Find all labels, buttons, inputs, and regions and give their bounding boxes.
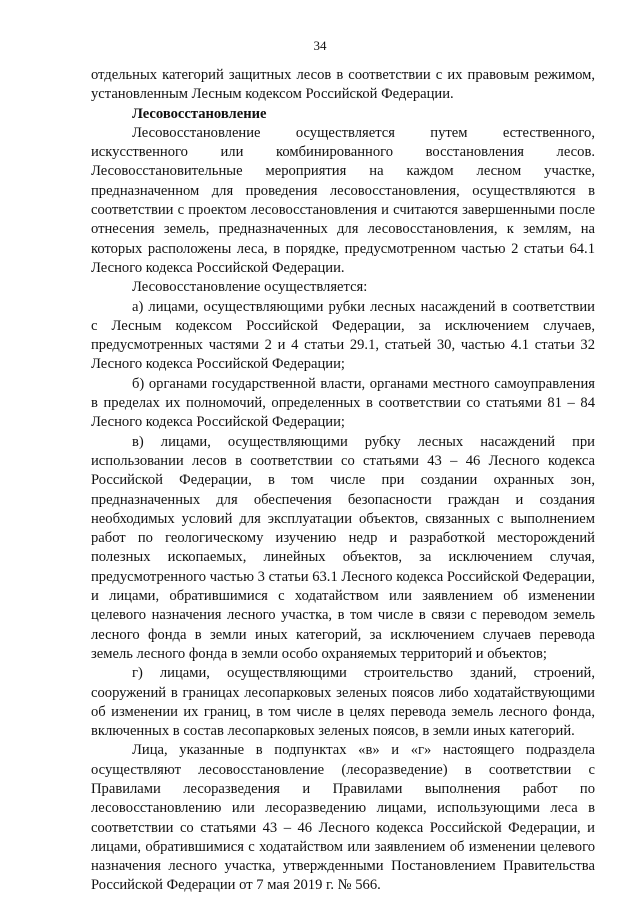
document-body [91,66,595,896]
list-item-b: б) органами государственной власти, органами местного самоуправления в пределах их полномочий, определенных в соответствии со статьями 81 – 84 Лесного кодекса Российской Федерации; [91,375,595,431]
section-heading: Лесовосстановление [132,105,267,122]
paragraph-list-intro: Лесовосстановление осуществляется: [132,279,368,296]
paragraph-continuation: отдельных категорий защитных лесов в соответствии с их правовым режимом, установленным Лесным кодексом Российской Федерации. [91,67,595,103]
page-number: 34 [313,38,327,53]
list-item-a: а) лицами, осуществляющими рубки лесных насаждений в соответствии с Лесным кодексом Российской Федерации, за исключением случаев, предусмотренных частями 2 и 4 статьи 29.1, статьей 30, частью 4.1 статьи 32 Лесного кодекса Российской Федерации; [91,298,595,373]
list-item-v: в) лицами, осуществляющими рубку лесных насаждений при использовании лесов в соответствии со статьями 43 – 46 Лесного кодекса Российской Федерации, в том числе при создании охранных зон, предназначенных для обеспечения безопасности граждан и создания необходимых условий для эксплуатации объектов, связанных с выполнением работ по геологическому изучению недр и разработкой месторождений полезных ископаемых, линейных объектов, за исключением случая, предусмотренного частью 3 статьи 63.1 Лесного кодекса Российской Федерации, и лицами, обратившимися с ходатайством или заявлением об изменении целевого назначения лесного участка, в том числе в связи с переводом земель лесного фонда в земли иных категорий, за исключением случаев перевода земель лесного фонда в земли особо охраняемых территорий и объектов; [91,433,595,662]
paragraph-persons-obligation: Лица, указанные в подпунктах «в» и «г» настоящего подраздела осуществляют лесовосстановление (лесоразведение) в соответствии с Правилами лесоразведения и Правилами выполнения работ по лесовосстановлению или лесоразведению лицами, использующими леса в соответствии со статьями 43 – 46 Лесного кодекса Российской Федерации, и лицами, обратившимися с ходатайством или заявлением об изменении целевого назначения лесного участка, утвержденными Постановлением Правительства Российской Федерации от 7 мая 2019 г. № 566. [91,742,595,894]
paragraph-reforestation-definition: Лесовосстановление осуществляется путем естественного, искусственного или комбинированного восстановления лесов. Лесовосстановительные мероприятия на каждом лесном участке, предназначенном для проведения лесовосстановления, осуществляются в соответствии с проектом лесовосстановления и считаются завершенными после отнесения земель, предназначенных для лесовосстановления, к землям, на которых расположены леса, в порядке, предусмотренном частью 2 статьи 64.1 Лесного кодекса Российской Федерации. [91,124,595,276]
list-item-g: г) лицами, осуществляющими строительство зданий, строений, сооружений в границах лесопарковых зеленых поясов либо ходатайствующими об изменении их границ, в том числе в целях перевода земель лесного фонда, включенных в состав лесопарковых зеленых поясов, в земли иных категорий. [91,665,595,740]
